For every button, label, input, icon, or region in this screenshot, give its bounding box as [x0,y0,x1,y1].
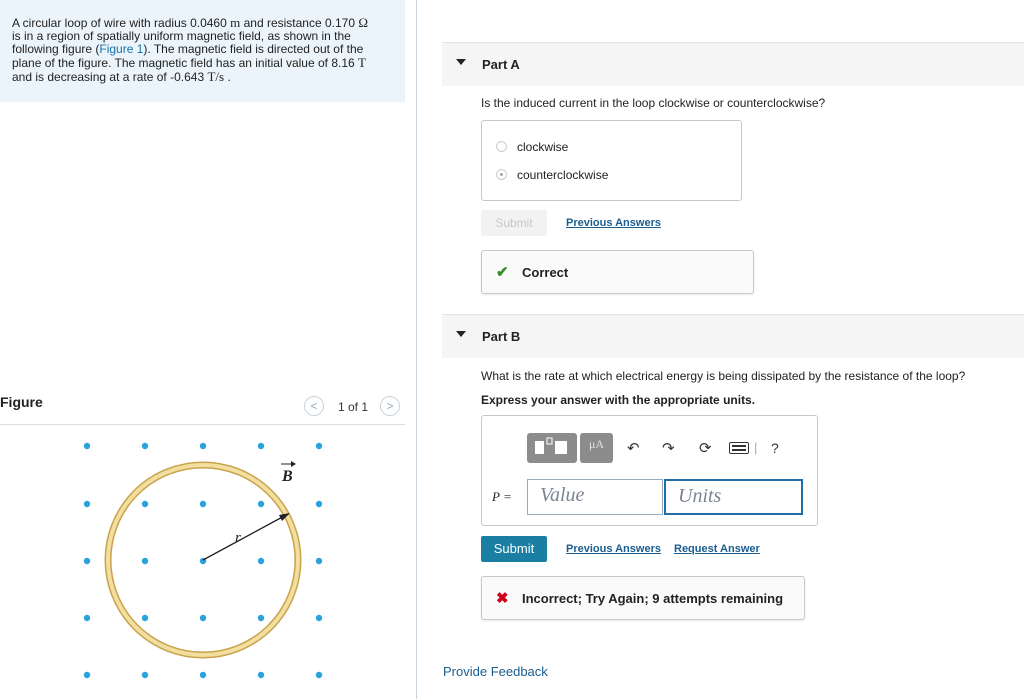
problem-text: plane of the figure. The magnetic field has an initial value of 8.16 [12,56,355,70]
option-label: clockwise [517,140,569,154]
part-a-submit-button[interactable]: Submit [481,210,547,236]
x-mark-icon: ✖ [496,590,509,607]
figure-title: Figure [0,394,43,410]
left-panel [0,0,405,699]
option-clockwise[interactable] [496,140,568,154]
right-panel [417,0,1024,699]
field-dot [84,501,90,507]
request-answer-link[interactable]: Request Answer [674,543,760,555]
part-a-label: Part A [482,57,520,72]
part-a-question: Is the induced current in the loop clockwise or counterclockwise? [481,96,826,110]
part-b-feedback [481,576,805,620]
chevron-left-icon: < [310,399,318,413]
templates-icon [527,433,577,463]
field-dot [200,443,206,449]
answer-entry-box [481,415,818,526]
redo-icon[interactable]: ↷ [662,440,675,457]
figure-link[interactable]: Figure 1 [99,42,144,56]
field-dot [258,443,264,449]
field-dot [316,615,322,621]
field-dot [316,443,322,449]
part-b-header[interactable] [442,314,1024,358]
feedback-text: Incorrect; Try Again; 9 attempts remaining [522,591,784,606]
part-a-feedback [481,250,754,294]
problem-text: following figure ( [12,42,100,56]
field-dot [84,615,90,621]
problem-statement [0,0,405,102]
radius-label: r [235,530,241,546]
problem-text: and is decreasing at a rate of -0.643 [12,70,205,84]
field-dot [258,615,264,621]
units-input[interactable]: Units [664,479,803,515]
unit-m: m [230,15,241,30]
field-dot [84,672,90,678]
check-icon: ✔ [496,264,509,281]
field-dot [84,558,90,564]
option-counterclockwise[interactable] [496,168,608,182]
figure-diagram [60,428,360,699]
part-b-label: Part B [482,329,521,344]
part-b-question: What is the rate at which electrical energy is being dissipated by the resistance of the loop? [481,369,966,383]
units-button[interactable]: μA [580,433,613,463]
vector-arrowhead [291,461,296,467]
part-a-previous-answers-link[interactable]: Previous Answers [566,217,661,229]
problem-text: A circular loop of wire with radius 0.0460 [12,16,227,30]
field-dot [142,615,148,621]
radio-clockwise[interactable] [496,141,507,152]
field-dot [258,558,264,564]
reset-icon[interactable]: ⟳ [699,440,712,457]
templates-button[interactable] [527,433,577,463]
problem-text: . [227,70,231,84]
field-label: B [282,468,293,485]
help-icon[interactable]: ? [771,440,779,456]
unit-t: T [358,55,366,70]
toolbar-separator: | [754,440,758,455]
radio-counterclockwise[interactable] [496,169,507,180]
feedback-text: Correct [522,265,569,280]
problem-text: is in a region of spatially uniform magnetic field, as shown in the [12,29,351,43]
field-dot [316,672,322,678]
figure-header [0,393,405,425]
radius-line [203,514,288,560]
value-input[interactable]: Value [527,479,663,515]
keyboard-icon[interactable] [729,441,749,458]
field-dot [142,501,148,507]
part-a-header[interactable] [442,42,1024,86]
answer-options [481,120,742,201]
next-figure-button[interactable] [380,396,400,416]
option-label: counterclockwise [517,168,609,182]
problem-text: ). The magnetic field is directed out of the [143,42,364,56]
part-b-previous-answers-link[interactable]: Previous Answers [566,543,661,555]
field-dot [200,615,206,621]
field-dot [258,501,264,507]
field-dot [84,443,90,449]
undo-icon[interactable]: ↶ [627,440,640,457]
field-dot [316,501,322,507]
field-dot [142,443,148,449]
problem-text: and resistance 0.170 [243,16,356,30]
chevron-right-icon: > [386,399,394,413]
field-dot [316,558,322,564]
figure-counter: 1 of 1 [338,400,369,414]
unit-ohm: Ω [358,15,369,30]
caret-down-icon [456,59,466,65]
field-dot [200,672,206,678]
field-dot [142,558,148,564]
caret-down-icon [456,331,466,337]
unit-t-per-s: T/s [207,69,225,84]
provide-feedback-link[interactable]: Provide Feedback [443,664,548,679]
variable-label: P = [492,489,512,504]
field-dot [258,672,264,678]
part-b-instruction: Express your answer with the appropriate units. [481,393,756,407]
part-b-submit-button[interactable]: Submit [481,536,547,562]
field-dot [200,501,206,507]
field-dot [142,672,148,678]
prev-figure-button[interactable] [304,396,324,416]
